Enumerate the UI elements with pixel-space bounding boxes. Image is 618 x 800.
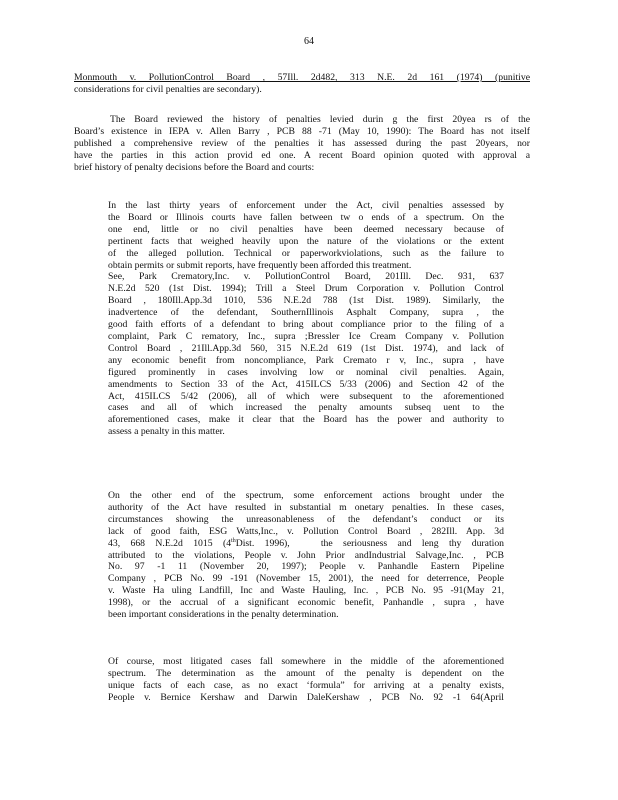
block-quote-middle (108, 656, 504, 704)
text-line: People v. Bernice Kershaw and Darwin DaleKershaw , PCB No. 92 -1 64(April (108, 691, 504, 703)
text-line: N.E.2d 520 (1st Dist. 1994); Trill a Steel Drum Corporation v. Pollution Control (108, 283, 504, 295)
text-line: Control Board , 21Ill.App.3d 560, 315 N.E.2d 619 (1st Dist. 1974), and lack of (108, 342, 504, 354)
block-quote-first-end (108, 200, 504, 438)
text-fragment: the seriousness and leng thy duration (320, 537, 505, 549)
text-line (74, 72, 530, 84)
text-line: considerations for civil penalties are secondary). (74, 83, 262, 95)
block-quote-other-end (108, 490, 504, 621)
paragraph-board-review (74, 114, 530, 174)
text-line: authority of the Act have resulted in substantial m onetary penalties. In these cases, (108, 501, 504, 513)
text-line: Company , PCB No. 99 -191 (November 15, 2001), the need for deterrence, People (108, 573, 504, 585)
text-line: The Board reviewed the history of penalties levied durin g the first 20yea rs of the (110, 114, 530, 125)
text-line: Act, 415ILCS 5/42 (2006), all of which were subsequent to the aforementioned (108, 390, 504, 402)
text-line: aforementioned cases, make it clear that the Board has the power and authority to (108, 414, 504, 426)
text-line: circumstances showing the unreasonableness of the defendant’s conduct or its (108, 513, 504, 525)
text-line: Board’s existence in IEPA v. Allen Barry , PCB 88 -71 (May 10, 1990): The Board has not itself (74, 125, 530, 137)
text-fragment: 43, 668 N.E.2d 1015 (4 (108, 537, 232, 549)
text-line: figured prominently in cases involving low or nominal civil penalties. Again, (108, 366, 504, 378)
text-line: lack of good faith, ESG Watts,Inc., v. Pollution Control Board , 282Ill. App. 3d (108, 525, 504, 537)
text-line: spectrum. The determination as the amount of the penalty is dependent on the (108, 667, 504, 679)
text-line: have the parties in this action provid ed one. A recent Board opinion quoted with approval a (74, 149, 530, 161)
text-line (108, 538, 504, 550)
text-line: been important considerations in the penalty determination. (108, 609, 339, 621)
text-fragment: Dist. 1996), (235, 537, 290, 549)
text-line: good faith efforts of a defendant to bring about compliance prior to the filing of a (108, 319, 504, 331)
text-line: of the alleged pollution. Technical or paperworkviolations, such as the failure to (108, 247, 504, 259)
text-line: published a comprehensive review of the penalties it has assessed during the past 20years, nor (74, 137, 530, 149)
superscript-ordinal: th (231, 537, 236, 544)
case-name-underlined: Monmouth v. PollutionControl Board , 57Ill. 2d482, 313 N.E. 2d 161 (1974) (punitive (74, 72, 530, 83)
text-line: No. 97 -1 11 (November 20, 1997); People v. Panhandle Eastern Pipeline (108, 561, 504, 573)
text-line: 1998), or the accrual of a significant economic benefit, Panhandle , supra , have (108, 597, 504, 609)
text-line: assess a penalty in this matter. (108, 426, 225, 438)
text-line: amendments to Section 33 of the Act, 415ILCS 5/33 (2006) and Section 42 of the (108, 378, 504, 390)
text-line: complaint, Park C rematory, Inc., supra ;Bressler Ice Cream Company v. Pollution (108, 330, 504, 342)
text-line: attributed to the violations, People v. John Prior andIndustrial Salvage,Inc. , PCB (108, 549, 504, 561)
text-line: any economic benefit from noncompliance, Park Cremato r v, Inc., supra , have (108, 354, 504, 366)
text-line: obtain permits or submit reports, have frequently been afforded this treatment. (108, 259, 412, 271)
text-line: pertinent facts that weighed heavily upon the nature of the violations or the extent (108, 235, 504, 247)
text-line: Of course, most litigated cases fall somewhere in the middle of the aforementioned (108, 656, 504, 667)
page-number: 64 (304, 36, 314, 47)
text-line: See, Park Crematory,Inc. v. PollutionControl Board, 201Ill. Dec. 931, 637 (108, 271, 504, 283)
text-line: On the other end of the spectrum, some enforcement actions brought under the (108, 490, 504, 501)
text-line: inadvertence of the defendant, SouthernIllinois Asphalt Company, supra , the (108, 307, 504, 319)
paragraph-monmouth-citation (74, 72, 530, 96)
text-line: cases and all of which increased the penalty amounts subseq uent to the (108, 402, 504, 414)
text-line: the Board or Illinois courts have fallen between tw o ends of a spectrum. On the (108, 211, 504, 223)
text-line: In the last thirty years of enforcement under the Act, civil penalties assessed by (108, 200, 504, 211)
text-line: v. Waste Ha uling Landfill, Inc and Waste Hauling, Inc. , PCB No. 95 -91(May 21, (108, 585, 504, 597)
text-line: unique facts of each case, as no exact ‘formula” for arriving at a penalty exists, (108, 679, 504, 691)
text-line: Board , 180Ill.App.3d 1010, 536 N.E.2d 788 (1st Dist. 1989). Similarly, the (108, 295, 504, 307)
text-line: brief history of penalty decisions before the Board and courts: (74, 161, 315, 173)
text-line: one end, little or no civil penalties have been deemed necessary because of (108, 223, 504, 235)
